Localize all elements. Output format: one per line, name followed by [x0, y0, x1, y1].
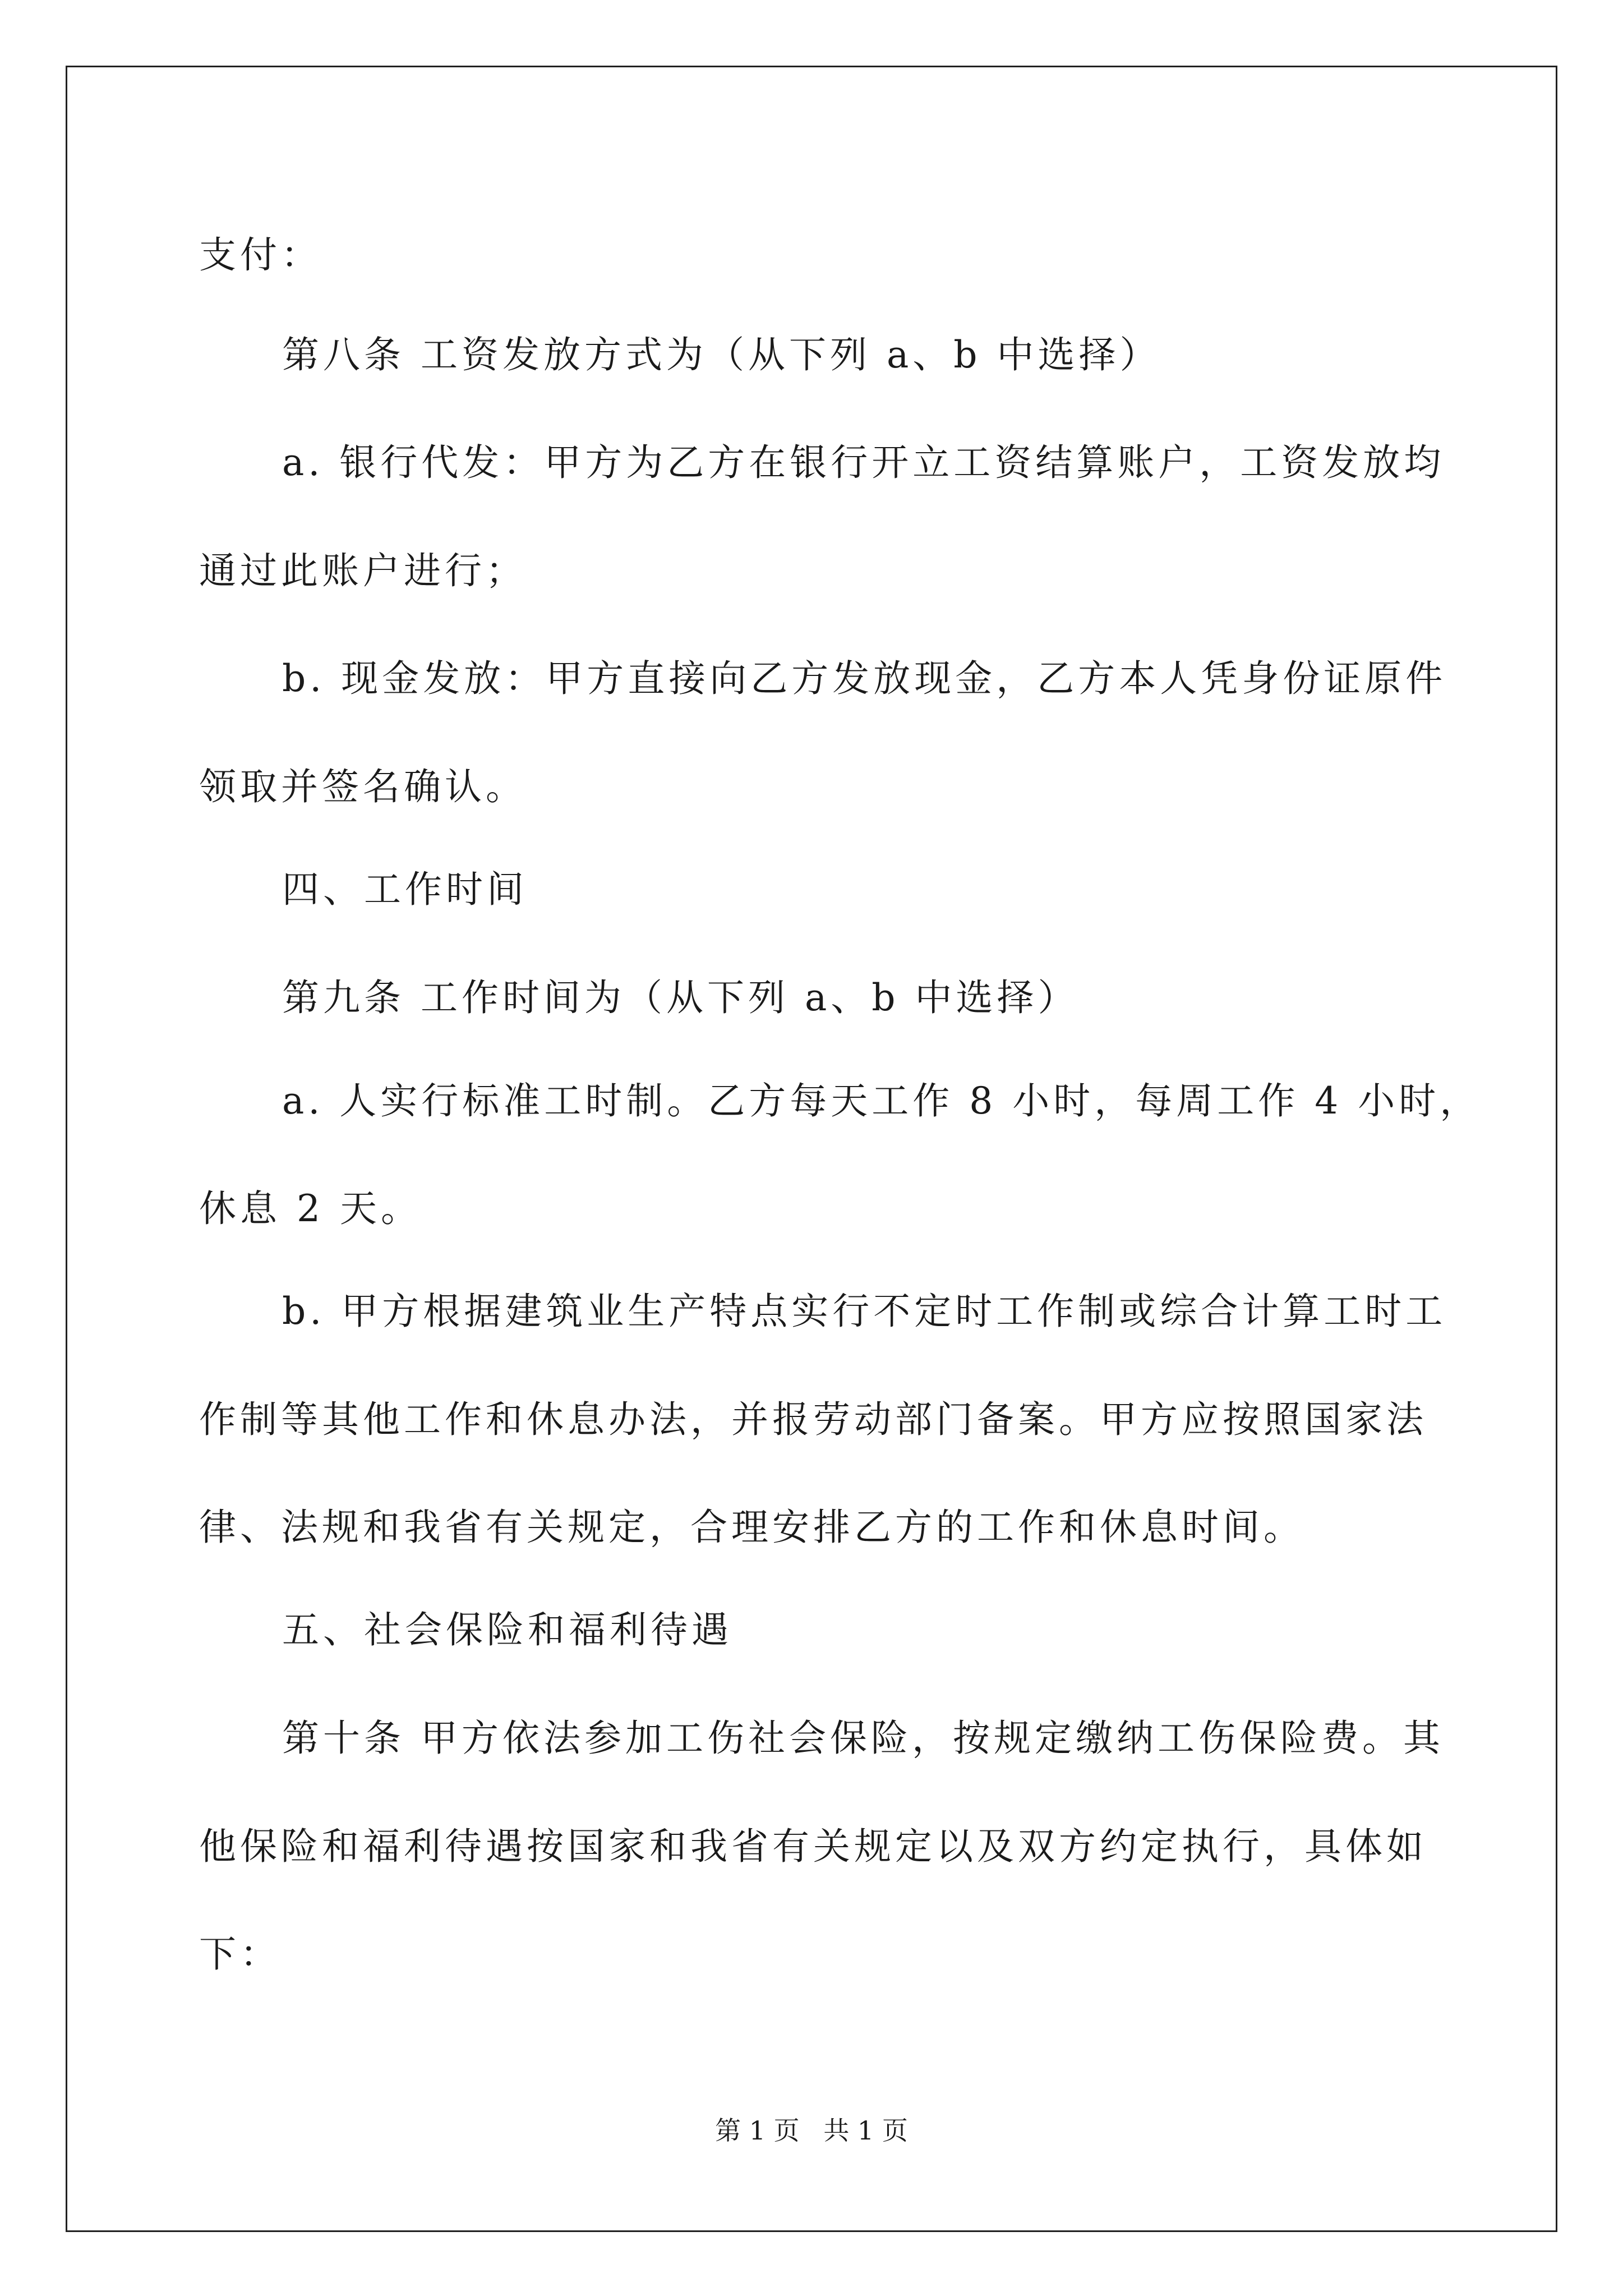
text-line: b. 甲方根据建筑业生产特点实行不定时工作制或综合计算工时工 [282, 1290, 1447, 1333]
section-5-heading: 五、社会保险和福利待遇 [282, 1608, 732, 1651]
text-line: 他保险和福利待遇按国家和我省有关规定以及双方约定执行，具体如 [199, 1825, 1427, 1868]
article-8-heading: 第八条 工资发放方式为（从下列 a、b 中选择） [282, 333, 1161, 376]
text-line: 作制等其他工作和休息办法，并报劳动部门备案。甲方应按照国家法 [199, 1398, 1427, 1441]
section-4-heading: 四、工作时间 [282, 868, 528, 911]
text-line: 领取并签名确认。 [199, 765, 527, 808]
text-line: b. 现金发放：甲方直接向乙方发放现金，乙方本人凭身份证原件 [282, 657, 1447, 700]
text-line: a. 银行代发：甲方为乙方在银行开立工资结算账户，工资发放均 [282, 441, 1445, 484]
page-border [66, 66, 1557, 2232]
page-number: 第 1 页 [715, 2115, 800, 2146]
text-line: a. 人实行标准工时制。乙方每天工作 8 小时，每周工作 4 小时， [282, 1079, 1481, 1122]
article-9-heading: 第九条 工作时间为（从下列 a、b 中选择） [282, 976, 1079, 1019]
text-line: 律、法规和我省有关规定，合理安排乙方的工作和休息时间。 [199, 1506, 1304, 1549]
text-line: 休息 2 天。 [199, 1187, 422, 1230]
text-line: 下： [199, 1932, 281, 1976]
text-line: 支付： [199, 233, 322, 277]
text-line: 通过此账户进行； [199, 549, 527, 592]
page-footer [0, 2115, 1623, 2146]
article-10-heading: 第十条 甲方依法参加工伤社会保险，按规定缴纳工伤保险费。其 [282, 1717, 1444, 1760]
page-total: 共 1 页 [823, 2115, 908, 2146]
